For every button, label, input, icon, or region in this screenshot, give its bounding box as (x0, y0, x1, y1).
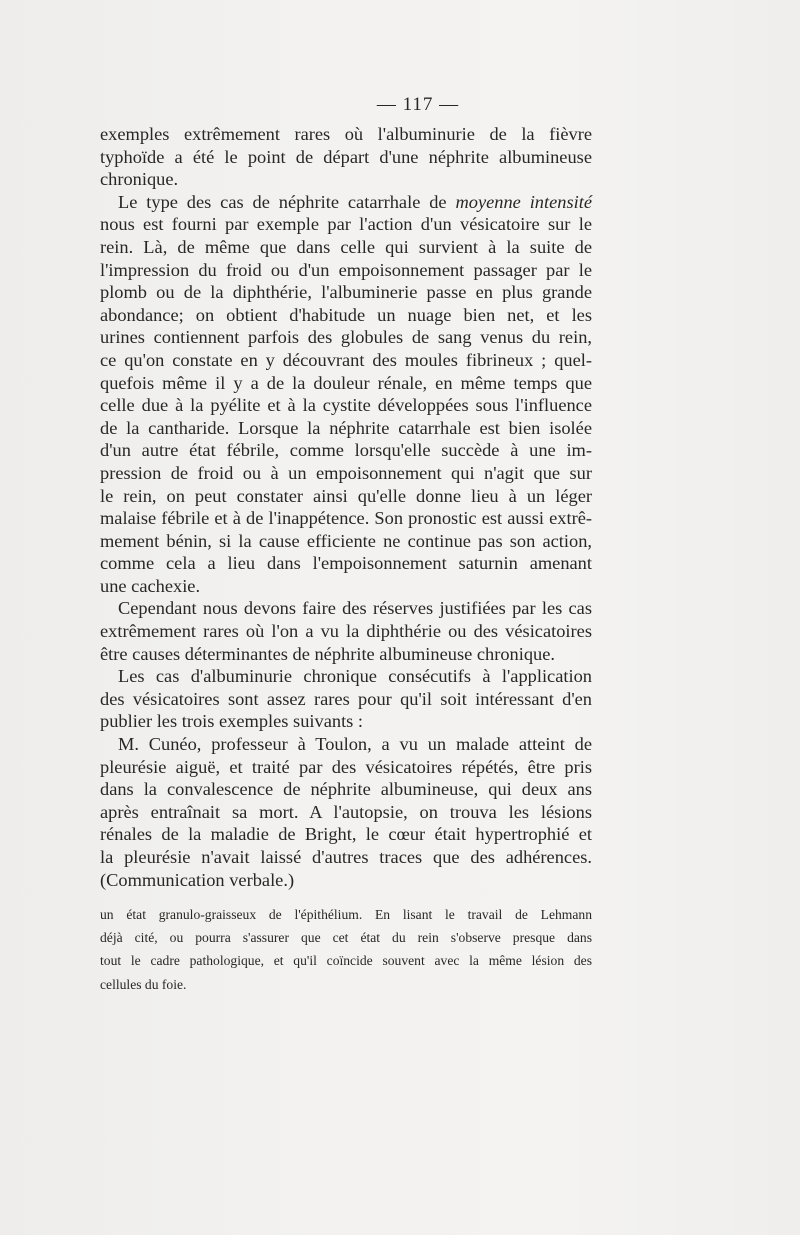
text-line: une cachexie. (100, 575, 201, 596)
text-line: celle due à la pyélite et à la cystite développées sous l'influence (100, 395, 592, 416)
text-line: chronique. (100, 169, 179, 190)
text-line: des vésicatoires sont assez rares pour qu'il soit intéressant d'en (100, 688, 592, 709)
text-line: la pleurésie n'avait laissé d'autres traces que des adhérences. (100, 847, 592, 867)
text-segment: Le type des cas de néphrite catarrhale de (118, 191, 447, 212)
text-line: comme cela a lieu dans l'empoisonnement saturnin amenant (100, 553, 592, 574)
text-line: publier les trois exemples suivants : (100, 711, 364, 732)
text-line: après entraînait sa mort. A l'autopsie, on trouva les lésions (100, 801, 592, 822)
footnote (100, 903, 592, 996)
text-line: de la cantharide. Lorsque la néphrite catarrhale est bien isolée (100, 417, 592, 438)
text-line: d'un autre état fébrile, comme lorsqu'elle succède à une im- (100, 440, 592, 461)
text-line: abondance; on obtient d'habitude un nuage bien net, et les (100, 304, 592, 325)
text-line: urines contiennent parfois des globules de sang venus du rein, (100, 327, 592, 348)
text-line: pression de froid ou à un empoisonnement qui n'agit que sur (100, 462, 592, 483)
text-line: rénales de la maladie de Bright, le cœur était hypertrophié et (100, 824, 592, 845)
footnote-line: cellules du foie. (100, 976, 187, 992)
text-line: nous est fourni par exemple par l'action d'un vésicatoire sur le (100, 214, 592, 235)
text-line: le rein, on peut constater ainsi qu'elle donne lieu à un léger (100, 485, 592, 506)
text-line: rein. Là, de même que dans celle qui survient à la suite de (100, 236, 592, 257)
text-line: exemples extrêmement rares où l'albuminurie de la fièvre (100, 124, 592, 144)
text-line: quefois même il y a de la douleur rénale, en même temps que (100, 372, 592, 393)
text-line: extrêmement rares où l'on a vu la diphthérie ou des vésicatoires (100, 621, 592, 642)
text-line: Cependant nous devons faire des réserves justifiées par les cas (118, 598, 592, 619)
text-line: M. Cunéo, professeur à Toulon, a vu un malade atteint de (118, 734, 592, 755)
text-line: malaise fébrile et à de l'inappétence. Son pronostic est aussi extrê- (100, 508, 592, 529)
footnote-line: déjà cité, ou pourra s'assurer que cet état du rein s'observe presque dans (100, 930, 592, 946)
text-line: ce qu'on constate en y découvrant des moules fibrineux ; quel- (100, 349, 592, 370)
text-line: dans la convalescence de néphrite albumineuse, qui deux ans (100, 779, 592, 800)
text-line: être causes déterminantes de néphrite albumineuse chronique. (100, 643, 555, 664)
page-number: — 117 — (376, 94, 460, 115)
text-line: plomb ou de la diphthérie, l'albuminerie passe en plus grande (100, 282, 592, 303)
text-line: typhoïde a été le point de départ d'une néphrite albumineuse (100, 146, 592, 167)
text-line: l'impression du froid ou d'un empoisonnement passager par le (100, 259, 592, 280)
text-line: (Communication verbale.) (100, 869, 295, 890)
text-line: pleurésie aiguë, et traité par des vésicatoires répétés, être pris (100, 756, 592, 777)
italic-phrase: moyenne intensité (455, 191, 593, 212)
footnote-line: tout le cadre pathologique, et qu'il coïncide souvent avec la même lésion des (100, 953, 592, 969)
main-text (100, 123, 592, 891)
footnote-line: un état granulo-graisseux de l'épithélium. En lisant le travail de Lehmann (100, 907, 592, 922)
text-line: Les cas d'albuminurie chronique consécutifs à l'application (118, 666, 592, 687)
text-line: mement bénin, si la cause efficiente ne continue pas son action, (100, 530, 592, 551)
text-line-with-italic (100, 191, 592, 214)
